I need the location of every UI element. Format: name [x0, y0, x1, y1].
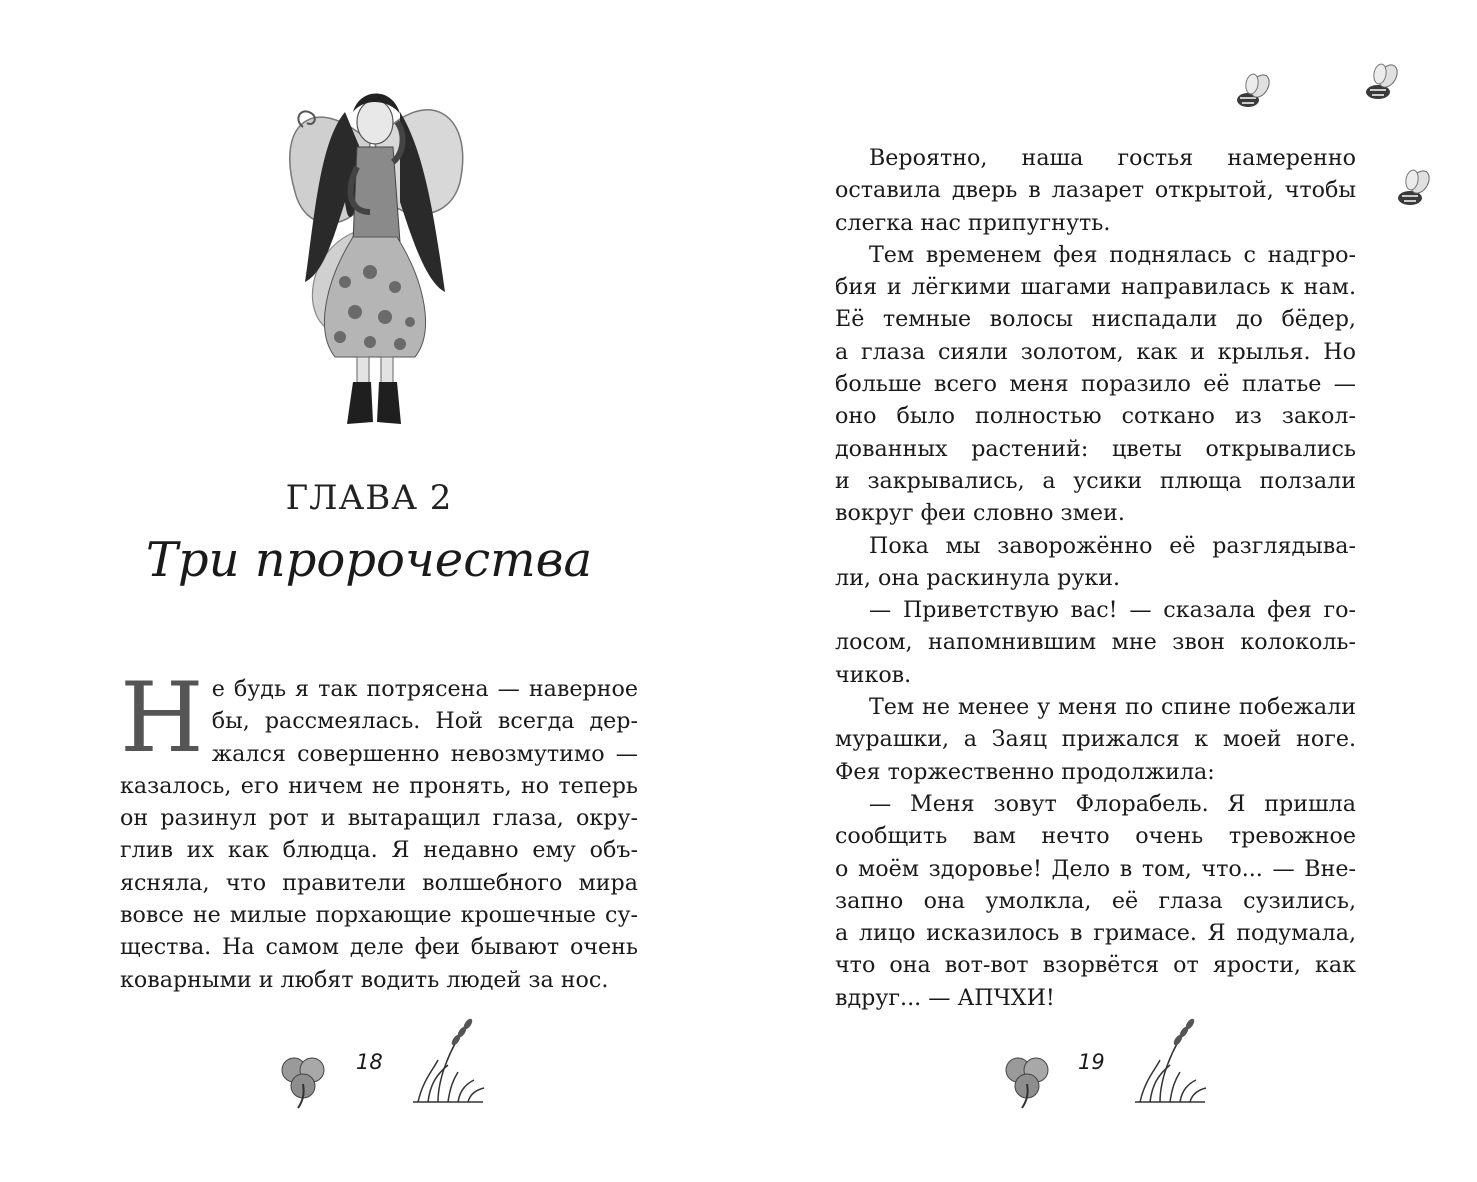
clover-icon: [272, 1050, 336, 1110]
left-page: [0, 0, 738, 1182]
text-line: лосом, напомнившим мне звон колоколь-: [835, 629, 1356, 656]
text-line: бия и лёгкими шагами направилась к нам.: [835, 274, 1356, 301]
text-line: е будь я так потрясена — наверное: [211, 676, 638, 702]
text-line: глив их как блюдца. Я недавно ему объ-: [120, 837, 638, 864]
drop-cap: Н: [120, 662, 204, 774]
text-line: ясняла, что правители волшебного мира: [120, 869, 638, 896]
text-line: вокруг феи словно змеи.: [835, 500, 1125, 527]
text-line: Вероятно, наша гостья намеренно: [869, 145, 1356, 171]
text-line: дованных растений: цветы открывались: [835, 435, 1356, 462]
text-line: а лицо исказилось в гримасе. Я подумала,: [835, 920, 1356, 947]
text-line: Тем не менее у меня по спине побежали: [869, 694, 1356, 721]
text-line: о моём здоровье! Дело в том, что... — Вне-: [835, 855, 1356, 882]
bee-icon: [1232, 72, 1278, 114]
chapter-label: ГЛАВА 2: [285, 478, 453, 518]
text-line: он разинул рот и вытаращил глаза, окру-: [120, 805, 638, 832]
bee-icon: [1390, 168, 1436, 210]
page-number: 18: [356, 1050, 383, 1074]
text-line: сообщить вам нечто очень тревожное: [835, 823, 1356, 850]
text-line: Фея торжественно продолжила:: [835, 758, 1215, 785]
text-line: а глаза сияли золотом, как и крылья. Но: [835, 338, 1356, 365]
fairy-illustration: [275, 82, 475, 432]
text-line: Пока мы заворожённо её разглядыва-: [869, 532, 1356, 559]
text-line: чиков.: [835, 661, 912, 688]
text-line: оставила дверь в лазарет открытой, чтобы: [835, 177, 1356, 204]
bee-icon: [1358, 62, 1404, 104]
grass-icon: [1130, 1010, 1210, 1105]
text-line: Её темные волосы ниспадали до бёдер,: [835, 306, 1356, 333]
text-line: — Меня зовут Флорабель. Я пришла: [869, 790, 1356, 817]
text-line: — Приветствую вас! — сказала фея го-: [869, 597, 1356, 624]
text-line: казалось, его ничем не пронять, но теперь: [120, 772, 638, 799]
chapter-title: Три пророчества: [145, 532, 593, 588]
text-line: коварными и любят водить людей за нос.: [120, 966, 609, 993]
left-body-text: [120, 662, 638, 996]
grass-icon: [408, 1010, 488, 1105]
page-number: 19: [1078, 1050, 1105, 1074]
text-line: что она вот-вот взорвётся от ярости, как: [835, 952, 1356, 979]
text-line: запно она умолкла, её глаза сузились,: [835, 887, 1356, 914]
text-line: щества. На самом деле феи бывают очень: [120, 934, 638, 961]
text-line: жался совершенно невозмутимо —: [211, 740, 638, 767]
text-line: слегка нас припугнуть.: [835, 209, 1111, 236]
text-line: и закрывались, а усики плюща ползали: [835, 467, 1356, 494]
text-line: вовсе не милые порхающие крошечные су-: [120, 902, 638, 929]
text-line: больше всего меня поразило её платье —: [835, 371, 1356, 398]
text-line: ли, она раскинула руки.: [835, 564, 1121, 591]
text-line: оно было полностью соткано из закол-: [835, 403, 1356, 430]
text-line: мурашки, а Заяц прижался к моей ноге.: [835, 726, 1356, 753]
text-line: вдруг... — АПЧХИ!: [835, 984, 1055, 1011]
text-line: Тем временем фея поднялась с надгро-: [869, 241, 1356, 268]
text-line: бы, рассмеялась. Ной всегда дер-: [211, 708, 638, 735]
right-body-text: [835, 142, 1356, 1014]
right-page: [738, 0, 1477, 1182]
clover-icon: [996, 1050, 1060, 1110]
